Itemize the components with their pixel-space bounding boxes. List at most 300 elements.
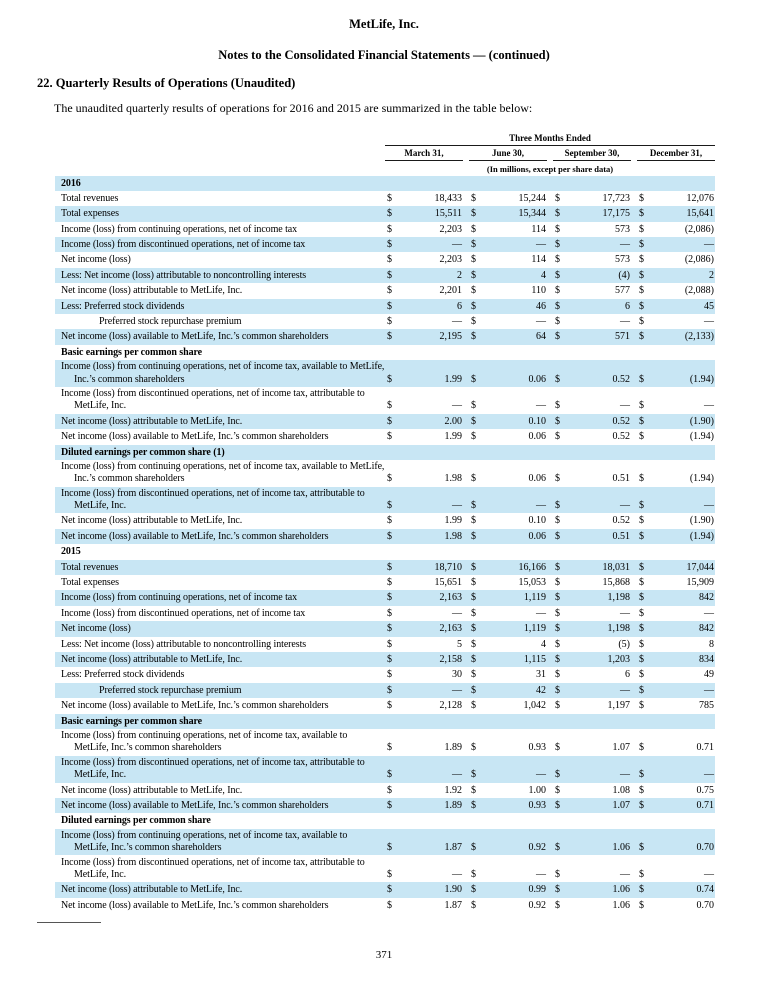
value-cell [385,400,463,412]
value-text: — [452,684,462,696]
dollar-sign: $ [639,269,644,281]
value-cell [637,431,715,443]
value-text: 2 [457,269,462,281]
value-cell [637,562,715,574]
value-text: (1.94) [689,431,714,443]
value-cell [637,224,715,236]
value-text: — [452,400,462,412]
value-text: 1.98 [444,473,462,485]
row-values [385,285,715,297]
value-cell [553,592,631,604]
dollar-sign: $ [387,300,392,312]
row-label [55,178,385,190]
table-row [55,637,715,652]
dollar-sign: $ [471,208,476,220]
value-cell [385,608,463,620]
table-row [55,314,715,329]
row-label [55,416,385,428]
dollar-sign: $ [471,285,476,297]
dollar-sign: $ [555,842,560,854]
row-values [385,239,715,251]
dollar-sign: $ [555,899,560,911]
dollar-sign: $ [639,799,644,811]
row-values [385,316,715,328]
dollar-sign: $ [555,799,560,811]
dollar-sign: $ [639,515,644,527]
value-cell [469,884,547,896]
dollar-sign: $ [387,700,392,712]
row-label-line: MetLife, Inc. [74,400,126,412]
row-values [385,700,715,712]
dollar-sign: $ [387,784,392,796]
row-label-line: MetLife, Inc. [74,868,126,880]
table-row [55,529,715,544]
value-text: 49 [704,669,714,681]
dollar-sign: $ [639,742,644,754]
value-text: 0.06 [528,373,546,385]
section-row [55,176,715,191]
dollar-sign: $ [555,208,560,220]
value-text: — [536,607,546,619]
value-text: 1.99 [444,515,462,527]
row-label [55,685,385,697]
row-label [55,884,385,896]
value-cell [553,669,631,681]
row-label-line: Diluted earnings per common share (1) [61,446,225,458]
value-cell [385,193,463,205]
row-label-line: Income (loss) from discontinued operations, net of income tax, attributable to [61,856,365,868]
value-cell [553,623,631,635]
dollar-sign: $ [639,500,644,512]
dollar-sign: $ [639,592,644,604]
table-row [55,756,715,783]
value-cell [553,785,631,797]
value-cell [385,769,463,781]
dollar-sign: $ [471,431,476,443]
row-values [385,416,715,428]
value-text: 114 [531,254,546,266]
value-cell [385,800,463,812]
row-label-line: Less: Net income (loss) attributable to noncontrolling interests [61,269,307,281]
table-row [55,460,715,487]
dollar-sign: $ [555,784,560,796]
row-values [385,592,715,604]
value-text: 573 [615,223,630,235]
dollar-sign: $ [387,742,392,754]
value-cell [385,562,463,574]
quarterly-results-table [55,133,715,913]
section-row [55,714,715,729]
row-label-line: 2015 [61,546,81,558]
dollar-sign: $ [471,561,476,573]
value-cell [469,900,547,912]
dollar-sign: $ [639,577,644,589]
row-label [55,224,385,236]
row-values [385,374,715,386]
dollar-sign: $ [471,669,476,681]
dollar-sign: $ [387,269,392,281]
dollar-sign: $ [471,300,476,312]
section-heading: 22. Quarterly Results of Operations (Unaudited) [37,76,296,90]
dollar-sign: $ [387,577,392,589]
value-text: 1.89 [444,742,462,754]
row-label [55,815,385,827]
value-text: (5) [618,638,630,650]
dollar-sign: $ [555,373,560,385]
row-values [385,785,715,797]
row-label [55,347,385,359]
value-cell [469,869,547,881]
value-text: 6 [625,669,630,681]
dollar-sign: $ [639,239,644,251]
value-text: — [452,607,462,619]
value-text: 0.92 [528,899,546,911]
dollar-sign: $ [555,592,560,604]
value-cell [637,800,715,812]
value-cell [469,769,547,781]
value-cell [553,500,631,512]
table-row [55,683,715,698]
dollar-sign: $ [387,684,392,696]
table-row [55,798,715,813]
row-label-line: Net income (loss) attributable to MetLife, Inc. [61,285,243,297]
value-cell [637,639,715,651]
dollar-sign: $ [387,842,392,854]
dollar-sign: $ [555,623,560,635]
row-label-line: Income (loss) from continuing operations, net of income tax, available to MetLife, [61,461,385,473]
dollar-sign: $ [471,515,476,527]
table-row [55,191,715,206]
value-cell [637,531,715,543]
value-cell [553,224,631,236]
dollar-sign: $ [471,623,476,635]
value-cell [469,654,547,666]
value-cell [469,562,547,574]
row-label [55,623,385,635]
value-text: 31 [536,669,546,681]
dollar-sign: $ [555,269,560,281]
value-text: (1.94) [689,373,714,385]
table-row [55,882,715,897]
value-text: 30 [452,669,462,681]
table-row [55,698,715,713]
value-text: — [620,239,630,251]
row-label-line: Total revenues [61,561,119,573]
value-cell [553,577,631,589]
value-cell [469,700,547,712]
value-cell [385,884,463,896]
value-cell [385,239,463,251]
value-text: 1,042 [523,700,546,712]
value-cell [469,685,547,697]
value-cell [637,742,715,754]
row-values [385,577,715,589]
row-label-line: Income (loss) from continuing operations, net of income tax [61,592,298,604]
value-cell [553,869,631,881]
value-text: 834 [699,654,714,665]
row-label-line: Less: Preferred stock dividends [61,300,185,312]
table-row [55,414,715,429]
value-cell [469,842,547,854]
dollar-sign: $ [387,331,392,343]
value-text: — [704,400,714,412]
value-cell [637,669,715,681]
value-cell [469,639,547,651]
row-label-line: Net income (loss) available to MetLife, Inc.’s common shareholders [61,431,329,443]
table-body [55,176,715,914]
value-cell [637,515,715,527]
value-text: (2,088) [684,285,714,297]
column-header-december: December 31, [637,146,715,161]
row-values [385,224,715,236]
value-cell [385,270,463,282]
value-cell [637,577,715,589]
value-cell [553,900,631,912]
value-cell [469,316,547,328]
value-text: 1.98 [444,530,462,542]
value-text: 1,198 [607,592,630,604]
dollar-sign: $ [639,192,644,204]
value-text: 15,651 [434,577,462,589]
value-text: 1.87 [444,842,462,854]
dollar-sign: $ [387,254,392,266]
dollar-sign: $ [387,431,392,443]
row-label-line: Net income (loss) attributable to MetLife, Inc. [61,415,243,427]
value-cell [469,515,547,527]
column-header-march: March 31, [385,146,463,161]
value-cell [637,623,715,635]
value-text: 64 [536,331,546,343]
dollar-sign: $ [387,208,392,220]
column-headers [385,146,715,161]
value-text: 0.06 [528,431,546,443]
value-cell [553,193,631,205]
value-cell [385,685,463,697]
row-values [385,562,715,574]
dollar-sign: $ [639,431,644,443]
value-text: 0.93 [528,799,546,811]
value-text: 2,163 [439,623,462,635]
value-text: 15,868 [602,577,630,589]
value-text: 0.51 [612,473,630,485]
value-cell [385,785,463,797]
table-row [55,729,715,756]
value-cell [469,400,547,412]
row-label-line: Net income (loss) available to MetLife, Inc.’s common shareholders [61,799,329,811]
row-values [385,254,715,266]
row-label-line: Total expenses [61,577,119,589]
footnote-rule [37,922,101,923]
value-text: 2 [709,269,714,281]
row-label [55,800,385,812]
section-row [55,813,715,828]
dollar-sign: $ [471,331,476,343]
value-cell [553,254,631,266]
value-text: 1,203 [607,654,630,665]
value-text: — [704,607,714,619]
dollar-sign: $ [471,373,476,385]
row-label-line: MetLife, Inc. [74,769,126,781]
value-text: 17,723 [602,192,630,204]
row-label-line: Net income (loss) attributable to MetLife, Inc. [61,884,243,896]
value-text: 842 [699,623,714,635]
dollar-sign: $ [387,223,392,235]
value-text: — [536,500,546,512]
dollar-sign: $ [387,530,392,542]
row-values [385,193,715,205]
table-row [55,299,715,314]
value-text: 0.74 [696,884,714,896]
column-header-september: September 30, [553,146,631,161]
value-text: — [620,769,630,781]
dollar-sign: $ [471,577,476,589]
dollar-sign: $ [387,899,392,911]
row-label-line: Income (loss) from discontinued operations, net of income tax, attributable to [61,487,365,499]
dollar-sign: $ [639,769,644,781]
dollar-sign: $ [555,192,560,204]
dollar-sign: $ [555,700,560,712]
notes-subtitle: Notes to the Consolidated Financial Statements — (continued) [218,48,550,62]
value-text: 15,053 [518,577,546,589]
value-text: 0.06 [528,530,546,542]
dollar-sign: $ [387,884,392,896]
value-cell [637,842,715,854]
dollar-sign: $ [471,400,476,412]
value-cell [469,669,547,681]
three-months-ended-label: Three Months Ended [385,133,715,146]
dollar-sign: $ [639,784,644,796]
dollar-sign: $ [471,607,476,619]
value-text: 46 [536,300,546,312]
value-text: 1,197 [607,700,630,712]
row-label-line: 2016 [61,177,81,189]
row-values [385,531,715,543]
dollar-sign: $ [639,607,644,619]
value-cell [385,515,463,527]
value-text: 12,076 [686,192,714,204]
value-text: 17,044 [686,561,714,573]
value-cell [553,301,631,313]
row-label-line: Net income (loss) attributable to MetLife, Inc. [61,515,243,527]
row-values [385,669,715,681]
value-text: 0.06 [528,473,546,485]
value-text: 2,203 [439,254,462,266]
value-cell [469,285,547,297]
value-text: — [536,316,546,328]
value-cell [637,416,715,428]
table-row [55,329,715,344]
value-text: (2,086) [684,223,714,235]
row-label [55,577,385,589]
dollar-sign: $ [471,742,476,754]
value-cell [385,577,463,589]
value-cell [637,374,715,386]
row-label [55,857,385,881]
dollar-sign: $ [555,431,560,443]
table-row [55,268,715,283]
value-cell [385,592,463,604]
value-text: 1,119 [523,623,546,635]
row-label [55,285,385,297]
value-cell [385,700,463,712]
dollar-sign: $ [555,769,560,781]
dollar-sign: $ [639,868,644,880]
value-text: 1.00 [528,784,546,796]
row-label [55,208,385,220]
value-cell [637,769,715,781]
row-label-line: MetLife, Inc.’s common shareholders [74,742,222,754]
value-cell [637,270,715,282]
row-values [385,900,715,912]
row-values [385,742,715,754]
dollar-sign: $ [387,473,392,485]
table-row [55,513,715,528]
dollar-sign: $ [387,868,392,880]
row-label-line: Income (loss) from discontinued operations, net of income tax, attributable to [61,756,365,768]
value-text: 1.90 [444,884,462,896]
value-cell [553,270,631,282]
value-cell [637,869,715,881]
value-cell [553,800,631,812]
row-label [55,785,385,797]
value-cell [385,623,463,635]
row-values [385,500,715,512]
value-text: (1.94) [689,530,714,542]
row-label-line: Income (loss) from discontinued operations, net of income tax [61,239,306,251]
dollar-sign: $ [555,300,560,312]
dollar-sign: $ [639,473,644,485]
value-cell [553,654,631,666]
value-text: 0.99 [528,884,546,896]
value-cell [385,742,463,754]
dollar-sign: $ [639,842,644,854]
value-text: 1,119 [523,592,546,604]
value-cell [637,608,715,620]
row-values [385,331,715,343]
value-cell [553,639,631,651]
dollar-sign: $ [555,868,560,880]
dollar-sign: $ [555,669,560,681]
value-cell [385,500,463,512]
row-label [55,700,385,712]
value-cell [637,884,715,896]
row-label [55,447,385,459]
value-text: 1,115 [523,654,546,665]
dollar-sign: $ [639,208,644,220]
intro-paragraph: The unaudited quarterly results of operations for 2016 and 2015 are summarized in the table below: [54,101,533,115]
row-label [55,515,385,527]
value-cell [553,431,631,443]
value-cell [469,208,547,220]
value-text: 45 [704,300,714,312]
value-text: 2,128 [439,700,462,712]
value-cell [637,592,715,604]
value-cell [385,842,463,854]
dollar-sign: $ [555,577,560,589]
value-text: 4 [541,269,546,281]
table-row [55,429,715,444]
dollar-sign: $ [387,592,392,604]
dollar-sign: $ [639,669,644,681]
value-cell [469,577,547,589]
value-cell [637,654,715,666]
value-text: — [620,400,630,412]
value-text: 0.70 [696,899,714,911]
table-row [55,621,715,636]
value-cell [469,331,547,343]
dollar-sign: $ [471,769,476,781]
dollar-sign: $ [555,515,560,527]
